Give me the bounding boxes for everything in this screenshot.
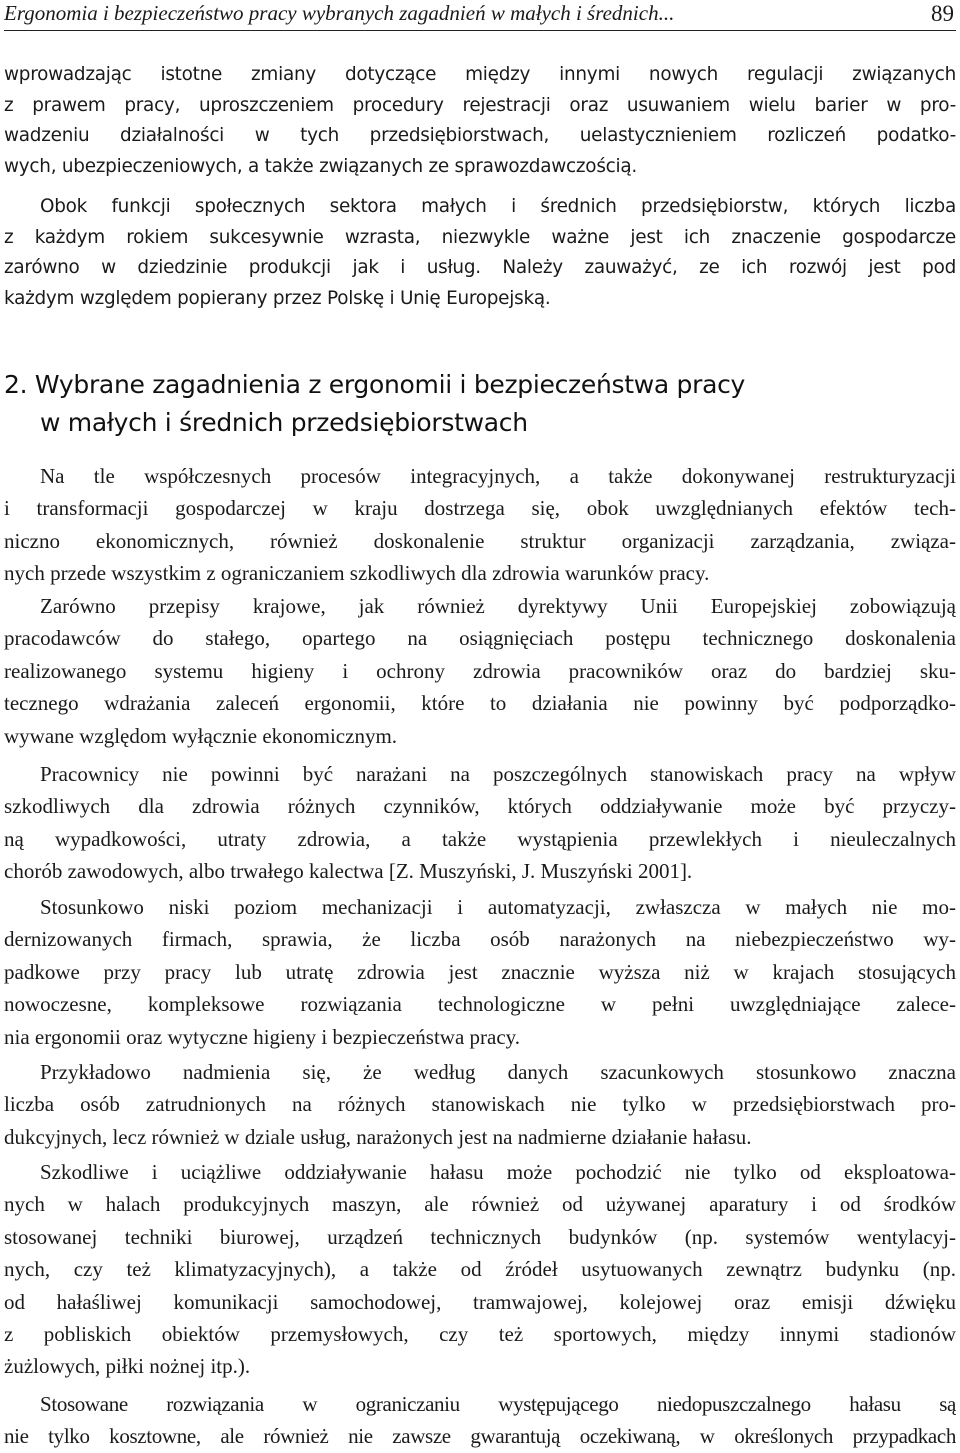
text-line: od hałaśliwej komunikacji samochodowej, tramwajowej, kolejowej oraz emisji dźwięku: [4, 1289, 956, 1314]
section-paragraph-1: [4, 460, 956, 590]
text-line: tecznego wdrażania zaleceń ergonomii, które to działania nie powinny być podporządko-: [4, 691, 956, 716]
text-line: niczno ekonomicznych, również doskonalenie struktur organizacji zarządzania, związa-: [4, 528, 956, 553]
text-line: nowoczesne, kompleksowe rozwiązania technologiczne w pełni uwzględniające zalece-: [4, 992, 956, 1017]
text-line: realizowanego systemu higieny i ochrony zdrowia pracowników oraz do bardziej sku-: [4, 658, 956, 683]
text-line: nych, czy też klimatyzacyjnych), a także od źródeł usytuowanych zewnątrz budynku (np.: [4, 1257, 956, 1282]
text-line: Obok funkcji społecznych sektora małych i średnich przedsiębiorstw, których liczba: [40, 196, 956, 217]
section-heading-line-1: 2. Wybrane zagadnienia z ergonomii i bezpieczeństwa pracy: [4, 370, 746, 399]
text-line: stosowanej techniki biurowej, urządzeń technicznych budynków (np. systemów wentylacyj-: [4, 1224, 956, 1249]
text-line: nych w halach produkcyjnych maszyn, ale również od używanej aparatury i od środków: [4, 1192, 956, 1217]
running-title: Ergonomia i bezpieczeństwo pracy wybranych zagadnień w małych i średnich...: [4, 1, 675, 25]
intro-paragraph-1: [4, 60, 956, 182]
text-line: z prawem pracy, uproszczeniem procedury rejestracji oraz usuwaniem wielu barier w pro-: [4, 94, 956, 116]
text-line: dukcyjnych, lecz również w dziale usług, narażonych jest na nadmierne działanie hałasu.: [4, 1124, 752, 1149]
section-paragraph-5: [4, 1056, 956, 1153]
section-paragraph-2: [4, 590, 956, 752]
text-line: nych przede wszystkim z ograniczaniem szkodliwych dla zdrowia warunków pracy.: [4, 561, 710, 586]
text-line: wadzeniu działalności w tych przedsiębiorstwach, uelastycznieniem rozliczeń podatko-: [4, 125, 956, 147]
section-paragraph-4: [4, 891, 956, 1053]
text-line: żużlowych, piłki nożnej itp.).: [4, 1354, 251, 1379]
text-line: wprowadzając istotne zmiany dotyczące między innymi nowych regulacji związanych: [4, 64, 956, 85]
text-line: Zarówno przepisy krajowe, jak również dyrektywy Unii Europejskiej zobowiązują: [40, 594, 956, 618]
document-page: [4, 0, 956, 1452]
text-line: ną wypadkowości, utraty zdrowia, a także wystąpienia przewlekłych i nieuleczalnych: [4, 826, 956, 851]
text-line: Stosunkowo niski poziom mechanizacji i automatyzacji, zwłaszcza w małych nie mo-: [40, 895, 956, 919]
intro-paragraph-2: [4, 192, 956, 314]
text-line: szkodliwych dla zdrowia różnych czynników, których oddziaływanie może być przyczy-: [4, 794, 956, 819]
text-line: nie tylko kosztowne, ale również nie zawsze gwarantują oczekiwaną, w określonych przypadkach: [4, 1424, 956, 1449]
text-line: Przykładowo nadmienia się, że według danych szacunkowych stosunkowo znaczna: [40, 1060, 956, 1084]
running-header: [4, 0, 956, 31]
text-line: wywane względom wyłącznie ekonomicznym.: [4, 723, 398, 748]
text-line: Szkodliwe i uciążliwe oddziaływanie hałasu może pochodzić nie tylko od eksploatowa-: [40, 1160, 956, 1184]
page-number: 89: [931, 1, 954, 26]
text-line: wych, ubezpieczeniowych, a także związanych ze sprawozdawczością.: [4, 155, 637, 177]
text-line: Pracownicy nie powinni być narażani na poszczególnych stanowiskach pracy na wpływ: [40, 762, 956, 786]
text-line: chorób zawodowych, albo trwałego kalectwa [Z. Muszyński, J. Muszyński 2001].: [4, 859, 693, 884]
section-heading: [4, 366, 745, 442]
text-line: z każdym rokiem sukcesywnie wzrasta, niezwykle ważne jest ich znaczenie gospodarcze: [4, 226, 956, 248]
text-line: i transformacji gospodarczej w kraju dostrzega się, obok uwzględnianych efektów tech-: [4, 496, 956, 521]
text-line: nia ergonomii oraz wytyczne higieny i bezpieczeństwa pracy.: [4, 1024, 521, 1049]
section-paragraph-7: [4, 1388, 956, 1453]
section-paragraph-6: [4, 1156, 956, 1383]
text-line: Stosowane rozwiązania w ograniczaniu występującego niedopuszczalnego hałasu są: [40, 1392, 956, 1416]
text-line: Na tle współczesnych procesów integracyjnych, a także dokonywanej restrukturyzacji: [40, 464, 956, 488]
text-line: pracodawców do stałego, opartego na osiągnięciach postępu technicznego doskonalenia: [4, 626, 956, 651]
text-line: każdym względem popierany przez Polskę i Unię Europejską.: [4, 287, 551, 309]
text-line: dernizowanych firmach, sprawia, że liczba osób narażonych na niebezpieczeństwo wy-: [4, 927, 956, 952]
text-line: liczba osób zatrudnionych na różnych stanowiskach nie tylko w przedsiębiorstwach pro-: [4, 1092, 956, 1117]
section-paragraph-3: [4, 758, 956, 888]
text-line: zarówno w dziedzinie produkcji jak i usług. Należy zauważyć, ze ich rozwój jest pod: [4, 257, 956, 279]
text-line: z pobliskich obiektów przemysłowych, czy też sportowych, między innymi stadionów: [4, 1322, 956, 1347]
text-line: padkowe przy pracy lub utratę zdrowia jest znacznie wyższa niż w krajach stosujących: [4, 959, 956, 984]
section-heading-line-2: w małych i średnich przedsiębiorstwach: [40, 408, 528, 437]
